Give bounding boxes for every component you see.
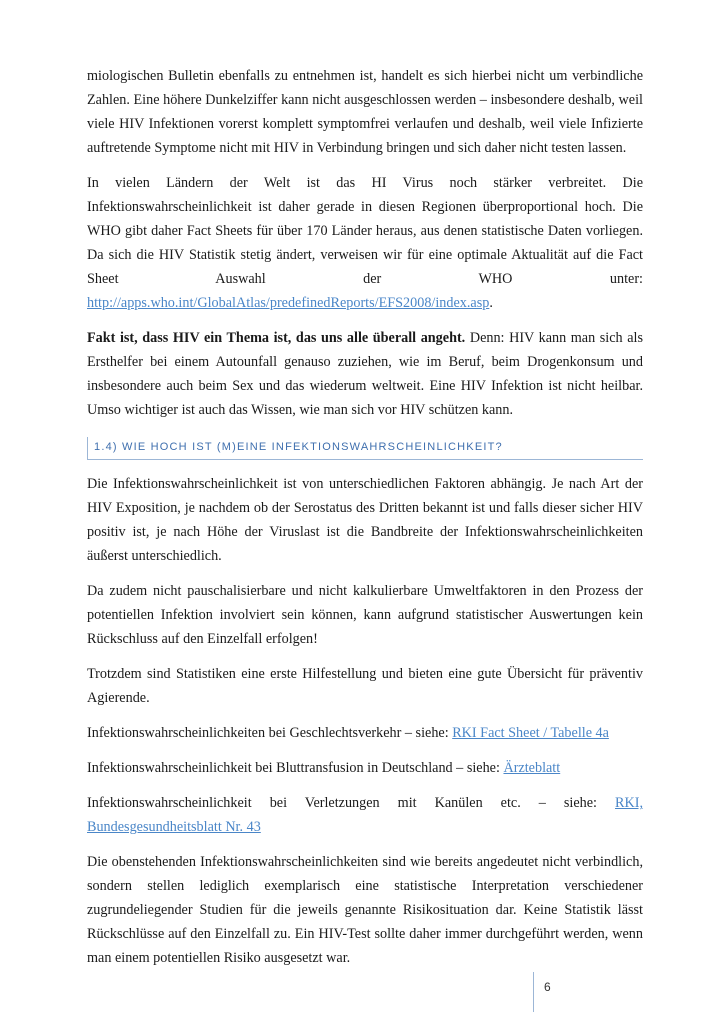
paragraph-text: In vielen Ländern der Welt ist das HI Virus noch stärker verbreitet. Die Infektionswahrscheinlichkeit ist daher gerade in diesen Regionen überproportional hoch. Die WHO gibt daher Fact Sheets für über 170 Länder heraus, aus denen statistische Daten vorliegen. Da sich die HIV Statistik stetig ändert, verweisen wir für eine optimale Aktualität auf die Fact Sheet Auswahl der WHO unter: (87, 175, 643, 287)
paragraph-text: Infektionswahrscheinlichkeiten bei Geschlechtsverkehr – siehe: (87, 725, 453, 741)
page-body (87, 64, 643, 981)
paragraph-text: Infektionswahrscheinlichkeit bei Verletzungen mit Kanülen etc. – siehe: (87, 795, 616, 811)
paragraph-needle-probability (87, 791, 643, 839)
paragraph-text: Denn: HIV kann man sich als Ersthelfer bei einem Autounfall genauso zuziehen, wie im Beruf, beim Drogenkonsum und insbesondere auch beim Sex und das wiederum weltweit. Eine HIV Infektion ist nicht heilbar. Umso wichtiger ist auch das Wissen, wie man sich vor HIV schützen kann. (87, 330, 643, 418)
paragraph-sex-probability (87, 721, 643, 745)
paragraph-hiv-concerns-all (87, 326, 643, 422)
paragraph-factors: Die Infektionswahrscheinlichkeit ist von unterschiedlichen Faktoren abhängig. Je nach Art der HIV Exposition, je nachdem ob der Serostatus des Dritten bekannt ist und falls dieser sicher HIV positiv ist, je nach Höhe der Viruslast ist die Bandbreite der Infektionswahrscheinlichkeiten äußerst unterschiedlich. (87, 476, 643, 564)
paragraph-text: Infektionswahrscheinlichkeit bei Bluttransfusion in Deutschland – siehe: (87, 760, 504, 776)
page-number: 6 (533, 972, 593, 1012)
rki-fact-sheet-link[interactable]: RKI Fact Sheet / Tabelle 4a (452, 725, 609, 741)
paragraph-disclaimer: Die obenstehenden Infektionswahrscheinlichkeiten sind wie bereits angedeutet nicht verbindlich, sondern stellen lediglich exemplarisch eine statistische Interpretation verschiedener zugrundeliegender Studien für die jeweils genannte Risikosituation dar. Keine Statistik lässt Rückschlüsse auf den Einzelfall zu. Ein HIV-Test sollte daher immer durchgeführt werden, wenn man einem potentiellen Risiko ausgesetzt war. (87, 854, 643, 966)
bold-statement: Fakt ist, dass HIV ein Thema ist, das uns alle überall angeht. (87, 330, 466, 346)
aerzteblatt-link[interactable]: Ärzteblatt (503, 760, 561, 776)
paragraph-text: . (489, 295, 493, 311)
paragraph-bulletin-note: miologischen Bulletin ebenfalls zu entnehmen ist, handelt es sich hierbei nicht um verbindliche Zahlen. Eine höhere Dunkelziffer kann nicht ausgeschlossen werden – insbesondere deshalb, weil viele HIV Infektionen vorerst komplett symptomfrei verlaufen und deshalb, weil viele Infizierte auftretende Symptome nicht mit HIV in Verbindung bringen und sich daher nicht testen lassen. (87, 68, 643, 156)
who-globalatlas-link[interactable]: http://apps.who.int/GlobalAtlas/predefinedReports/EFS2008/index.asp (87, 295, 490, 311)
paragraph-statistics-help: Trotzdem sind Statistiken eine erste Hilfestellung und bieten eine gute Übersicht für präventiv Agierende. (87, 666, 643, 706)
paragraph-transfusion-probability (87, 756, 643, 780)
rki-bundesgesundheitsblatt-link[interactable]: RKI, Bundesgesundheitsblatt Nr. 43 (87, 795, 643, 835)
section-heading: 1.4) WIE HOCH IST (M)EINE INFEKTIONSWAHRSCHEINLICHKEIT? (87, 437, 643, 460)
paragraph-environment-factors: Da zudem nicht pauschalisierbare und nicht kalkulierbare Umweltfaktoren in den Prozess der potentiellen Infektion involviert sein können, kann aufgrund statistischer Auswertungen kein Rückschluss auf den Einzelfall erfolgen! (87, 583, 643, 647)
paragraph-who-fact-sheets (87, 171, 643, 315)
